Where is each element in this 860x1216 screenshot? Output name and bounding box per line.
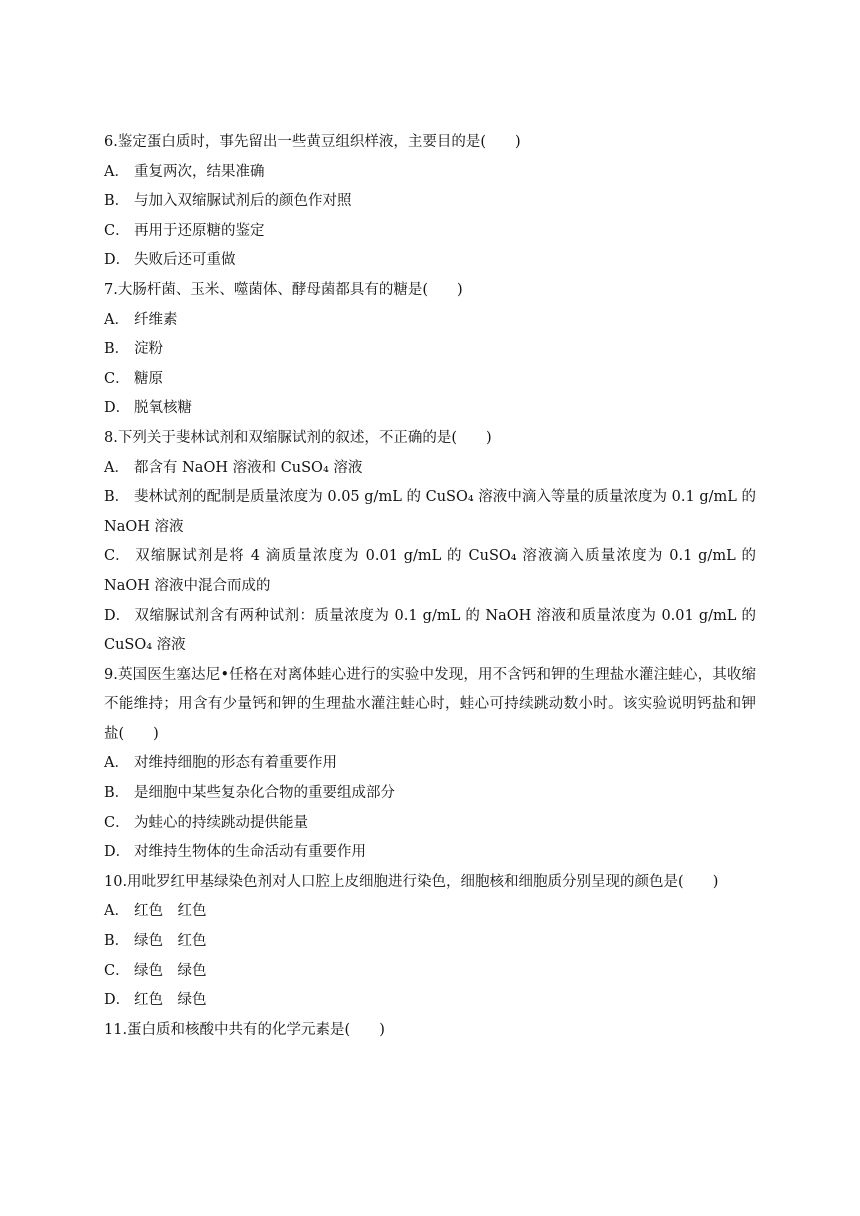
option-text: 都含有 NaOH 溶液和 CuSO₄ 溶液 (134, 459, 363, 476)
option-text: 与加入双缩脲试剂后的颜色作对照 (134, 193, 352, 210)
option-letter: C． (104, 370, 130, 387)
option-letter: D． (104, 252, 131, 269)
option-text: 失败后还可重做 (134, 252, 236, 269)
option-text: 是细胞中某些复杂化合物的重要组成部分 (134, 785, 395, 802)
option-letter: A． (104, 903, 129, 920)
option-letter: C． (104, 222, 130, 239)
option-a (104, 158, 756, 188)
option-b (104, 927, 756, 957)
option-c (104, 957, 756, 987)
option-a (104, 897, 756, 927)
option-text: 重复两次，结果准确 (134, 163, 265, 180)
option-d (104, 394, 756, 424)
option-text: 红色 绿色 (134, 992, 207, 1009)
question-6 (104, 128, 756, 276)
question-11 (104, 1016, 756, 1046)
option-letter: A． (104, 755, 129, 772)
option-letter: A． (104, 311, 129, 328)
option-text: 对维持细胞的形态有着重要作用 (134, 755, 337, 772)
option-text: 红色 红色 (134, 903, 207, 920)
option-d (104, 602, 756, 661)
option-text: 双缩脲试剂含有两种试剂：质量浓度为 0.1 g/mL 的 NaOH 溶液和质量浓度为 0.01 g/mL 的 CuSO₄ 溶液 (104, 607, 756, 654)
option-letter: A． (104, 163, 129, 180)
option-text: 绿色 绿色 (134, 962, 207, 979)
option-text: 淀粉 (134, 341, 163, 358)
option-c (104, 809, 756, 839)
option-letter: B． (104, 193, 130, 210)
option-text: 双缩脲试剂是将 4 滴质量浓度为 0.01 g/mL 的 CuSO₄ 溶液滴入质量浓度为 0.1 g/mL 的 NaOH 溶液中混合而成的 (104, 548, 756, 594)
option-letter: D． (104, 607, 131, 624)
option-letter: D． (104, 400, 131, 417)
option-text: 为蛙心的持续跳动提供能量 (134, 814, 308, 831)
option-letter: B． (104, 933, 130, 950)
question-stem: 7.大肠杆菌、玉米、噬菌体、酵母菌都具有的糖是( ) (104, 281, 463, 298)
option-text: 再用于还原糖的鉴定 (134, 222, 265, 239)
option-text: 绿色 红色 (134, 933, 207, 950)
question-stem: 10.用吡罗红甲基绿染色剂对人口腔上皮细胞进行染色，细胞核和细胞质分别呈现的颜色是( ) (104, 873, 719, 890)
option-letter: B． (104, 341, 130, 358)
option-c (104, 217, 756, 247)
option-letter: C． (104, 814, 130, 831)
question-10 (104, 868, 756, 1016)
option-d (104, 986, 756, 1016)
option-b (104, 187, 756, 217)
option-c (104, 365, 756, 395)
option-b (104, 779, 756, 809)
option-d (104, 838, 756, 868)
option-b (104, 335, 756, 365)
option-c (104, 542, 756, 601)
question-list (104, 128, 756, 1045)
option-letter: B． (104, 785, 130, 802)
option-letter: C． (104, 548, 130, 565)
option-letter: B． (104, 489, 130, 506)
option-a (104, 454, 756, 484)
option-letter: D． (104, 992, 131, 1009)
option-d (104, 246, 756, 276)
option-b (104, 483, 756, 542)
option-text: 斐林试剂的配制是质量浓度为 0.05 g/mL 的 CuSO₄ 溶液中滴入等量的质量浓度为 0.1 g/mL 的 NaOH 溶液 (104, 489, 756, 535)
option-text: 纤维素 (134, 311, 178, 328)
question-stem: 9.英国医生塞达尼•任格在对离体蛙心进行的实验中发现，用不含钙和钾的生理盐水灌注蛙心，其收缩不能维持；用含有少量钙和钾的生理盐水灌注蛙心时，蛙心可持续跳动数小时。该实验说明钙盐和钾盐( ) (104, 666, 756, 742)
question-stem: 8.下列关于斐林试剂和双缩脲试剂的叙述，不正确的是( ) (104, 429, 492, 446)
question-7 (104, 276, 756, 424)
option-text: 对维持生物体的生命活动有重要作用 (134, 844, 366, 861)
option-text: 脱氧核糖 (134, 400, 192, 417)
question-stem: 11.蛋白质和核酸中共有的化学元素是( ) (104, 1021, 385, 1038)
option-letter: C． (104, 962, 130, 979)
option-letter: D． (104, 844, 131, 861)
option-letter: A． (104, 459, 129, 476)
option-a (104, 306, 756, 336)
option-text: 糖原 (134, 370, 163, 387)
question-9 (104, 661, 756, 868)
question-8 (104, 424, 756, 661)
question-stem: 6.鉴定蛋白质时，事先留出一些黄豆组织样液，主要目的是( ) (104, 134, 521, 150)
option-a (104, 749, 756, 779)
